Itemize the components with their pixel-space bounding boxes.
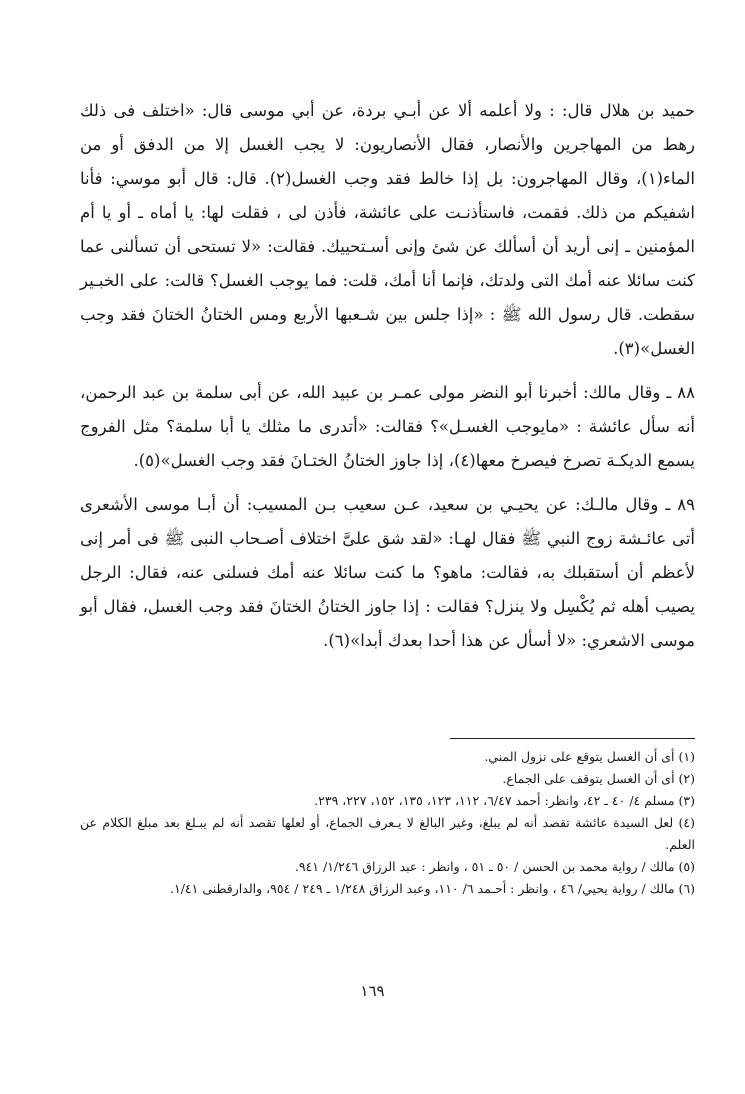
footnote-2: (٢) أى أن الغسل يتوقف على الجماع. <box>502 771 695 786</box>
paragraph-88: ٨٨ ـ وقال مالك: أخبرنا أبو النضر مولى عمـر بن عبيد الله، عن أبى سلمة بن عبد الرحمن، أنه سأل عائشة : «مايوجب الغسـل»؟ فقالت: «أتدرى ما مثلك يا أبا سلمة؟ مثل الفروج يسمع الديكـة تصرخ فيصرخ معها(٤)، إذا جاوز الختانُ الختـانَ فقد وجب الغسل»(٥). <box>80 383 695 470</box>
footnote-6: (٦) مالك / رواية يحيي/ ٤٦ ، وانظر : أحـمد ٦/ ١١٠، وعبد الرزاق ١/٢٤٨ ـ ٢٤٩ / ٩٥٤، والدارقطنى ١/٤١. <box>170 881 695 896</box>
footnote-1: (١) أى أن الغسل يتوقع على نزول المني. <box>484 749 695 764</box>
paragraph-1: حميد بن هلال قال: : ولا أعلمه ألا عن أبـي بردة، عن أبي موسى قال: «اختلف فى ذلك رهط من المهاجرين والأنصار، فقال الأنصاريون: لا يجب الغسل إلا من الدفق أو من الماء(١)، وقال المهاجرون: بل إذا خالط فقد وجب الغسل(٢). قال: قال أبو موسي: فأنا اشفيكم من ذلك. فقمت، فاستأذنـت على عائشة، فأذن لى ، فقلت لها: يا أماه ـ أو يا أم المؤمنين ـ إنى أريد أن أسألك عن شئ وإنى أسـتحييك. فقالت: «لا تستحى أن تسألنى عما كنت سائلا عنه أمك التى ولدتك، فإنما أنا أمك، قلت: فما يوجب الغسل؟ قالت: على الخبـير سقطت. قال رسول الله ﷺ : «إذا جلس بين شـعبها الأربع ومس الختانُ الختانَ فقد وجب الغسل»(٣). <box>80 101 695 358</box>
footnote-divider <box>450 738 695 739</box>
footnote-5: (٥) مالك / رواية محمد بن الحسن / ٥٠ ـ ٥١ ، وانظر : عبد الرزاق ١/٢٤٦/ ٩٤١. <box>294 859 695 874</box>
footnote-4: (٤) لعل السيدة عائشة تقصد أنه لم يبلغ، وغير البالغ لا يـعرف الجماع، أو لعلها تقصد أنه لم يبـلغ بعد مبلغ الكلام عن العلم. <box>80 815 695 852</box>
footnotes <box>80 746 695 900</box>
paragraph-89: ٨٩ ـ وقال مالـك: عن يحيـي بن سعيد، عـن سعيب بـن المسيب: أن أبـا موسى الأشعرى أتى عائـشة زوج النبي ﷺ فقال لهـا: «لقد شق علىَّ اختلاف أصـحاب النبى ﷺ فى أمر إنى لأعظم أن أستقبلك به، فقالت: ماهو؟ ما كنت سائلا عنه أمك فسلنى عنه، فقال: الرجل يصيب أهله ثم يُكْسِل ولا ينزل؟ فقالت : إذا جاوز الختانُ الختانَ فقد وجب الغسل، فقال أبو موسى الاشعري: «لا أسأل عن هذا أحدا بعدك أبدا»(٦). <box>80 495 695 650</box>
page-number: ١٦٩ <box>360 982 385 1000</box>
footnote-3: (٣) مسلم ٤/ ٤٠ ـ ٤٢، وانظر: أحمد ٦/٤٧، ١١٢، ١٢٣، ١٣٥، ١٥٢، ٢٢٧، ٢٣٩. <box>314 793 695 808</box>
main-text <box>80 94 695 668</box>
